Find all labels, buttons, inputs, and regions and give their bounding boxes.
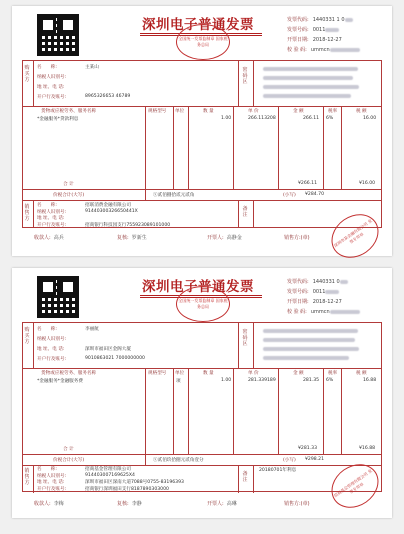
buyer-addr-label: 地 址、电 话: — [37, 347, 65, 352]
sum-small: ¥284.70 — [305, 192, 324, 197]
invoice-number-value: 0011 — [312, 27, 326, 33]
invoice-date — [287, 36, 342, 43]
review-value: 罗新生 — [131, 235, 147, 241]
invoice-number-value: 0011 — [312, 289, 326, 295]
item-price: 266.113208 — [248, 116, 276, 121]
sum-words: ⓧ贰佰捌拾贰元贰角 — [153, 193, 195, 198]
review-label: 复核: — [117, 235, 129, 241]
seller-bank-label: 开户行及账号: — [37, 486, 67, 492]
reviewer — [117, 234, 147, 241]
payee-label: 收款人: — [34, 235, 51, 241]
col-qty-header: 数 量 — [203, 109, 214, 114]
seller-tax-label: 纳税人识别号: — [37, 473, 67, 479]
buyer-name-label: 名 称: — [37, 327, 57, 332]
divider — [33, 465, 34, 493]
payee — [34, 500, 64, 507]
divider — [173, 106, 174, 189]
invoice-number — [287, 288, 339, 295]
password-blur — [263, 67, 359, 98]
divider — [33, 61, 34, 106]
seller-bank: 招商银行深圳福田支行8187890303000 — [85, 486, 169, 492]
divider — [145, 454, 146, 465]
item-tax: 16.00 — [363, 116, 377, 121]
seller-addr: 深圳市福田区深南大道7088号0755-83196393 — [85, 480, 184, 485]
divider — [253, 61, 254, 106]
seller-name-label: 名 称: — [37, 467, 57, 472]
tax-bureau-seal — [176, 24, 230, 60]
col-amount-header: 金 额 — [293, 371, 304, 376]
divider — [188, 106, 189, 189]
password-area-label: 密码区 — [242, 329, 248, 347]
remark-label: 备注 — [242, 471, 248, 483]
invoice-code — [287, 278, 348, 285]
payee-label: 收款人: — [34, 501, 51, 507]
invoice-code-value: 1440331 1 0 — [312, 17, 345, 23]
col-amount-header: 金 额 — [293, 109, 304, 114]
invoice-table — [22, 322, 382, 492]
seller-bank: 招商银行科技园支行755923089101000 — [85, 222, 171, 228]
remark-label: 备注 — [242, 206, 248, 218]
col-spec-header: 规格型号 — [148, 109, 167, 114]
review-label: 复核: — [117, 501, 129, 507]
divider — [23, 106, 381, 107]
col-unit-header: 单位 — [175, 371, 185, 376]
seller-seal-text: 招商基金管理有限公司 发票专用章 — [333, 468, 373, 499]
check-code — [287, 46, 360, 53]
buyer-bank: 9010863021 7000000000 — [85, 356, 145, 361]
divider — [145, 106, 146, 189]
sum-small: ¥298.21 — [305, 457, 324, 462]
divider — [253, 200, 254, 228]
col-rate-header: 税率 — [328, 109, 338, 114]
divider — [341, 368, 342, 454]
invoice-number-label: 发票号码: — [287, 289, 309, 295]
divider — [253, 323, 254, 368]
sum-words-label: 价税合计(大写) — [53, 458, 85, 463]
seller-addr-label: 地 址、电 话: — [37, 216, 65, 221]
item-rate: 6% — [326, 116, 334, 121]
issuer-label: 开票人: — [207, 501, 224, 507]
buyer-tax-label: 纳税人识别号: — [37, 337, 67, 342]
col-tax-header: 税 额 — [356, 371, 367, 376]
check-code-value: ummcn — [310, 47, 330, 53]
item-unit: 项 — [176, 379, 181, 384]
total-label: 合 计 — [63, 447, 74, 452]
buyer-name-label: 名 称: — [37, 65, 57, 70]
invoice-date-value: 2018-12-27 — [312, 37, 342, 43]
divider — [145, 368, 146, 454]
reviewer — [117, 500, 142, 507]
divider — [233, 106, 234, 189]
divider — [323, 106, 324, 189]
divider — [145, 189, 146, 200]
payee-value: 高兵 — [53, 235, 64, 241]
divider — [23, 454, 381, 455]
sum-words: ⓧ贰佰玖拾捌元贰角壹分 — [153, 458, 204, 463]
buyer-side-label: 购买方 — [24, 327, 30, 345]
invoice-number-label: 发票号码: — [287, 27, 309, 33]
seller-addr-label: 地 址、电 话: — [37, 480, 65, 485]
buyer-addr-label: 地 址、电 话: — [37, 85, 65, 90]
issuer-value: 高琳 — [226, 501, 237, 507]
item-qty: 1.00 — [221, 378, 232, 383]
divider — [341, 106, 342, 189]
col-unit-header: 单位 — [175, 109, 185, 114]
item-amount: 266.11 — [303, 116, 320, 121]
divider — [23, 368, 381, 369]
divider — [173, 368, 174, 454]
invoice-title: 深圳电子普通发票 — [142, 279, 254, 295]
seller-name: 招商基金管理有限公司 — [85, 467, 131, 472]
seller-name-label: 名 称: — [37, 203, 57, 208]
qr-code-icon — [37, 14, 79, 56]
divider — [238, 61, 239, 106]
issuer-label: 开票人: — [207, 235, 224, 241]
seal-text: 全国统一发票监制章 国家税务总局 — [178, 36, 228, 47]
payee — [34, 234, 64, 241]
seller-tax: 914403007169625X4 — [85, 472, 135, 478]
check-code — [287, 308, 360, 315]
col-qty-header: 数 量 — [203, 371, 214, 376]
invoice-table — [22, 60, 382, 228]
sum-small-label: (小写) — [283, 193, 296, 198]
remark-value: 20180701年利息 — [259, 468, 297, 473]
sum-small-label: (小写) — [283, 458, 296, 463]
item-name: *金融服务*贷款利息 — [37, 117, 79, 122]
total-tax: ¥16.00 — [359, 181, 376, 186]
divider — [238, 465, 239, 493]
invoice-code-label: 发票代码: — [287, 279, 309, 285]
divider — [23, 465, 381, 466]
divider — [238, 323, 239, 368]
item-price: 281.339189 — [248, 378, 276, 383]
buyer-bank-label: 开户行及账号: — [37, 357, 67, 362]
divider — [278, 368, 279, 454]
col-spec-header: 规格型号 — [148, 371, 167, 376]
total-amount: ¥281.33 — [298, 446, 317, 451]
password-area-label: 密码区 — [242, 67, 248, 85]
payee-value: 李梅 — [53, 501, 64, 507]
invoice-2 — [12, 268, 392, 518]
tax-bureau-seal — [176, 286, 230, 322]
invoice-1 — [12, 6, 392, 256]
divider — [233, 368, 234, 454]
seller-seal-text: 深圳市某金融有限公司 发票专用章 — [333, 218, 373, 249]
item-rate: 6% — [326, 378, 334, 383]
col-price-header: 单 价 — [248, 371, 259, 376]
sum-words-label: 价税合计(大写) — [53, 193, 85, 198]
buyer-addr: 深圳市福田区金阁大厦 — [85, 347, 131, 352]
issuer — [207, 500, 237, 507]
divider — [323, 368, 324, 454]
seller-bank-label: 开户行及账号: — [37, 222, 67, 228]
issuer-value: 高静金 — [226, 235, 242, 241]
col-tax-header: 税 额 — [356, 109, 367, 114]
check-code-value: ummcn — [310, 309, 330, 315]
invoice-date-value: 2018-12-27 — [312, 299, 342, 305]
invoice-code — [287, 16, 353, 23]
invoice-code-value: 1440331 0 — [312, 279, 340, 285]
issuer — [207, 234, 242, 241]
col-price-header: 单 价 — [248, 109, 259, 114]
buyer-tax-label: 纳税人识别号: — [37, 75, 67, 80]
seller-stamp-label: 销售方:(章) — [284, 501, 310, 507]
divider — [188, 368, 189, 454]
item-qty: 1.00 — [221, 116, 232, 121]
seller-tax-label: 纳税人识别号: — [37, 209, 67, 215]
col-rate-header: 税率 — [328, 371, 338, 376]
review-value: 李静 — [131, 501, 142, 507]
invoice-date-label: 开票日期: — [287, 37, 309, 43]
buyer-side-label: 购买方 — [24, 65, 30, 83]
divider — [278, 106, 279, 189]
item-amount: 281.35 — [303, 378, 320, 383]
password-blur — [263, 329, 359, 360]
divider — [23, 200, 381, 201]
total-tax: ¥16.88 — [359, 446, 376, 451]
total-label: 合 计 — [63, 182, 74, 187]
seal-text: 全国统一发票监制章 国家税务总局 — [178, 298, 228, 309]
invoice-title: 深圳电子普通发票 — [142, 17, 254, 33]
qr-code-icon — [37, 276, 79, 318]
divider — [33, 200, 34, 228]
seller-tax: 91440300326650441X — [85, 208, 138, 214]
buyer-name: 李丽航 — [85, 327, 99, 332]
item-name: *金融服务*金融服务费 — [37, 379, 83, 384]
divider — [23, 189, 381, 190]
seller-side-label: 销售方 — [24, 468, 30, 486]
check-code-label: 校 验 码: — [287, 309, 307, 315]
item-tax: 16.88 — [363, 378, 377, 383]
invoice-number — [287, 26, 339, 33]
col-name-header: 货物或应税劳务、服务名称 — [41, 371, 97, 376]
divider — [33, 323, 34, 368]
invoice-date-label: 开票日期: — [287, 299, 309, 305]
seller-stamp-label: 销售方:(章) — [284, 235, 310, 241]
divider — [253, 465, 254, 493]
divider — [238, 200, 239, 228]
total-amount: ¥266.11 — [298, 181, 317, 186]
buyer-bank: 8965326653 46789 — [85, 94, 131, 99]
invoice-code-label: 发票代码: — [287, 17, 309, 23]
col-name-header: 货物或应税劳务、服务名称 — [41, 109, 97, 114]
check-code-label: 校 验 码: — [287, 47, 307, 53]
buyer-name: 主某山 — [85, 65, 99, 70]
seller-side-label: 销售方 — [24, 204, 30, 222]
buyer-bank-label: 开户行及账号: — [37, 95, 67, 100]
invoice-date — [287, 298, 342, 305]
seller-name: 招联消费金融有限公司 — [85, 203, 131, 208]
